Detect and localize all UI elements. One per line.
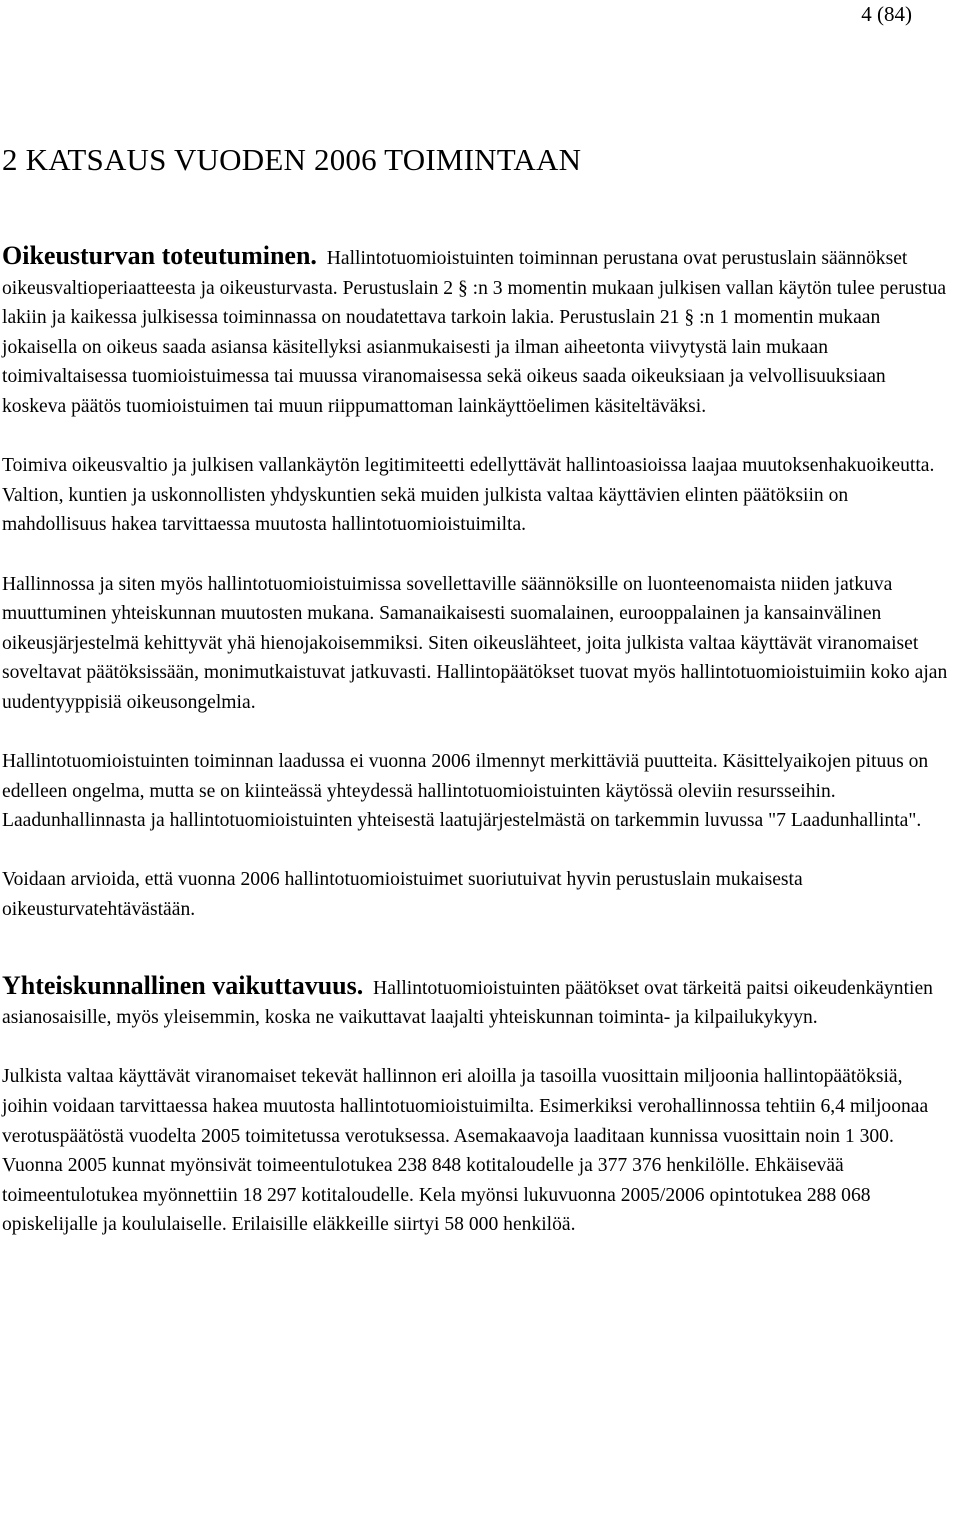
- body-paragraph: Hallintotuomioistuinten toiminnan laadussa ei vuonna 2006 ilmennyt merkittäviä puutteita. Käsittelyaikojen pituus on edelleen ongelma, mutta se on kiinteässä yhteydessä hallintotuomioistuinten käytössä oleviin resursseihin. Laadunhallinnasta ja hallintotuomioistuinten yhteisestä laatujärjestelmästä on tarkemmin luvussa "7 Laadunhallinta".: [2, 751, 929, 832]
- section-vaikuttavuus-lead-paragraph: [2, 971, 952, 1033]
- body-paragraph: Voidaan arvioida, että vuonna 2006 hallintotuomioistuimet suoriutuivat hyvin perustuslain mukaisesta oikeusturvatehtävästään.: [2, 869, 803, 921]
- page-number: 4 (84): [861, 2, 912, 26]
- section-heading-vaikuttavuus: Yhteiskunnallinen vaikuttavuus.: [2, 970, 364, 1000]
- section-oikeusturva-lead-paragraph: [2, 241, 952, 422]
- body-paragraph: Julkista valtaa käyttävät viranomaiset tekevät hallinnon eri aloilla ja tasoilla vuosittain miljoonia hallintopäätöksiä, joihin voidaan tarvittaessa hakea muutosta hallintotuomioistuimilta. Esimerkiksi verohallinnossa tehtiin 6,4 miljoonaa verotuspäätöstä vuodelta 2005 toimitetussa verotuksessa. Asemakaavoja laaditaan kunnissa vuosittain noin 1 300. Vuonna 2005 kunnat myönsivät toimeentulotukea 238 848 kotitaloudelle ja 377 376 henkilölle. Ehkäisevää toimeentulotukea myönnettiin 18 297 kotitaloudelle. Kela myönsi lukuvuonna 2005/2006 opintotukea 288 068 opiskelijalle ja koululaiselle. Erilaisille eläkkeille siirtyi 58 000 henkilöä.: [2, 1066, 929, 1236]
- document-body: [2, 241, 952, 1270]
- paragraph-text: Hallintotuomioistuinten toiminnan perustana ovat perustuslain säännökset oikeusvaltioperiaatteesta ja oikeusturvasta. Perustuslain 2 § :n 3 momentin mukaan julkisen vallan käytön tulee perustua lakiin ja kaikessa julkisessa toiminnassa on noudatettava tarkoin lakia. Perustuslain 21 § :n 1 momentin mukaan jokaisella on oikeus saada asiansa käsitellyksi asianmukaisesti ja ilman aiheetonta viivytystä lain mukaan toimivaltaisessa tuomioistuimessa tai muussa viranomaisessa sekä oikeus saada oikeuksiaan ja velvollisuuksiaan koskeva päätös tuomioistuimen tai muun riippumattoman lainkäyttöelimen käsiteltäväksi.: [2, 248, 947, 417]
- body-paragraph: Hallinnossa ja siten myös hallintotuomioistuimissa sovellettaville säännöksille on luonteenomaista niiden jatkuva muuttuminen yhteiskunnan muutosten mukana. Samanaikaisesti suomalainen, eurooppalainen ja kansainvälinen oikeusjärjestelmä kehittyvät yhä hienojakoisemmiksi. Siten oikeuslähteet, joita julkista valtaa käyttävät viranomaiset soveltavat päätöksissään, monimutkaistuvat jatkuvasti. Hallintopäätökset tuovat myös hallintotuomioistuimiin koko ajan uudentyyppisiä oikeusongelmia.: [2, 573, 948, 713]
- section-heading-oikeusturva: Oikeusturvan toteutuminen.: [2, 241, 317, 270]
- chapter-heading: 2 KATSAUS VUODEN 2006 TOIMINTAAN: [2, 142, 582, 177]
- paragraph-text: Hallintotuomioistuinten päätökset ovat tärkeitä paitsi oikeudenkäyntien asianosaisille, myös yleisemmin, koska ne vaikuttavat laajalti yhteiskunnan toiminta- ja kilpailukykyyn.: [2, 977, 933, 1029]
- body-paragraph: Toimiva oikeusvaltio ja julkisen vallankäytön legitimiteetti edellyttävät hallintoasioissa laajaa muutoksenhakuoikeutta. Valtion, kuntien ja uskonnollisten yhdyskuntien sekä muiden julkista valtaa käyttävien elinten päätöksiin on mahdollisuus hakea tarvittaessa muutosta hallintotuomioistuimilta.: [2, 455, 935, 536]
